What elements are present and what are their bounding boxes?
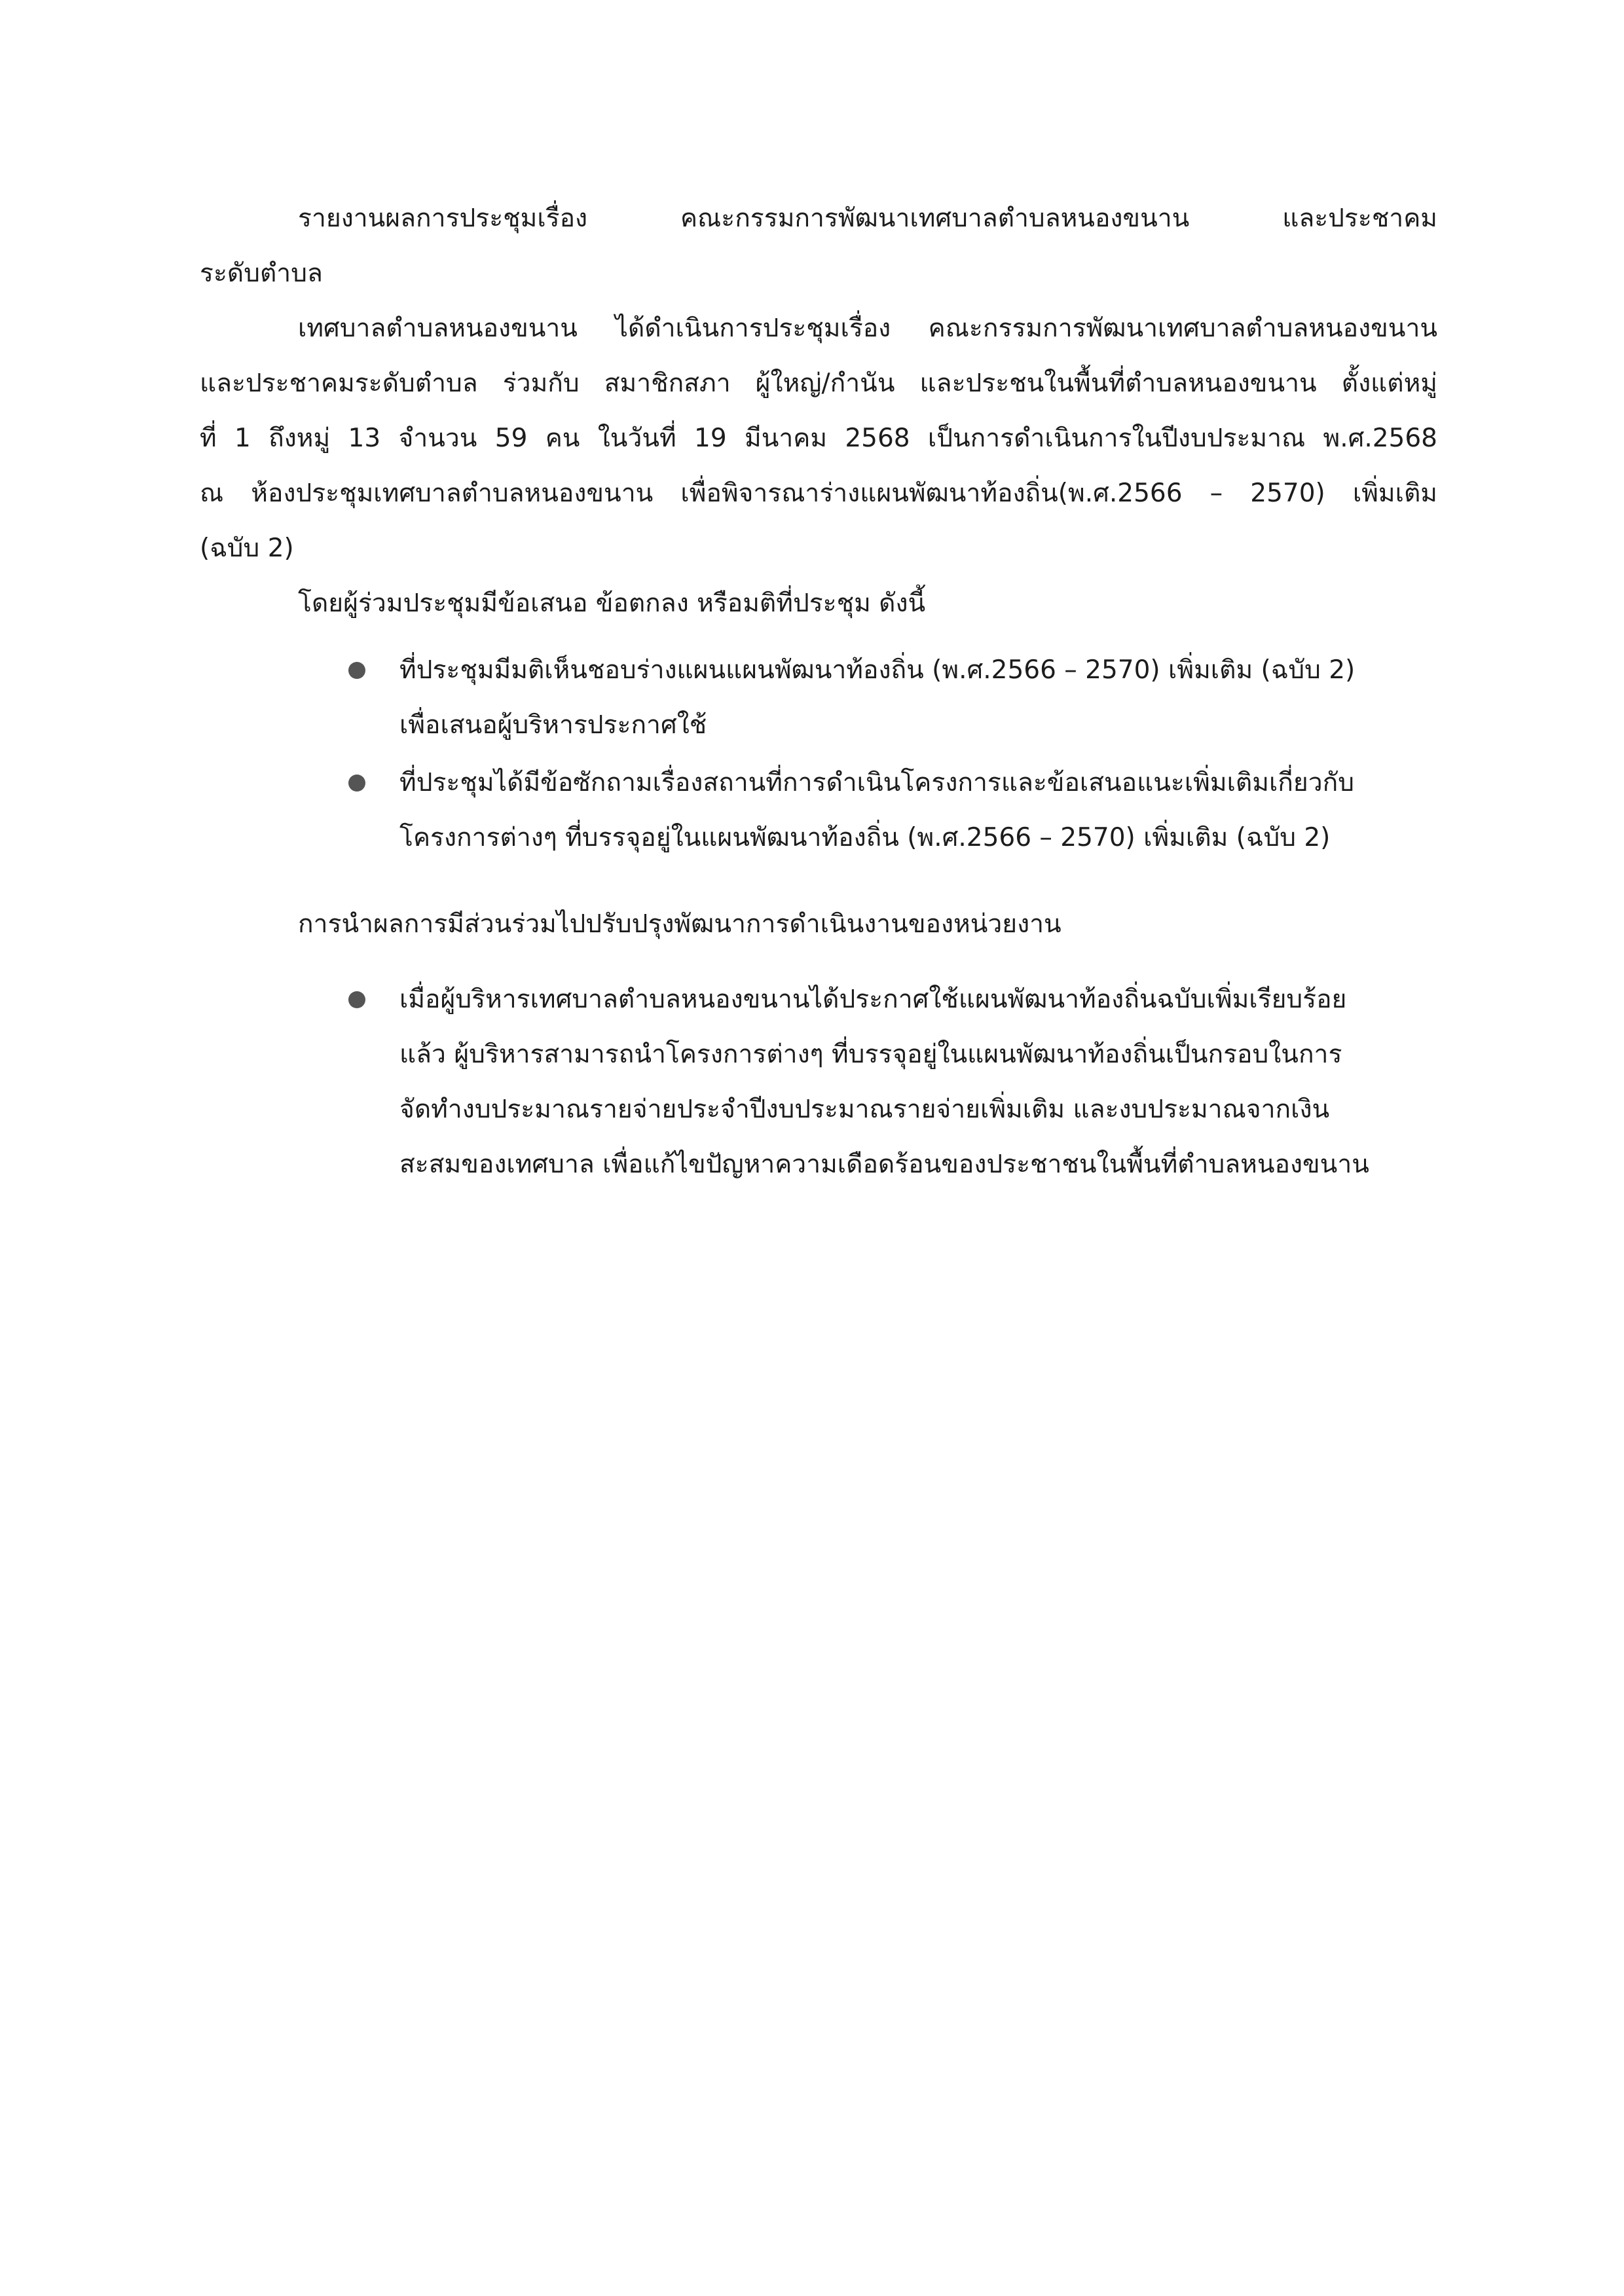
intro-line-3: ที่ 1 ถึงหมู่ 13 จำนวน 59 คน ในวันที่ 19 มีนาคม 2568 เป็นการดำเนินการในปีงบประมาณ พ.ศ.2568 <box>200 424 1437 453</box>
intro-line-5: (ฉบับ 2) <box>200 534 294 563</box>
application-line-4: สะสมของเทศบาล เพื่อแก้ไขปัญหาความเดือดร้อนของประชาชนในพื้นที่ตำบลหนองขนาน <box>399 1150 1369 1179</box>
resolution-2-line-2: โครงการต่างๆ ที่บรรจุอยู่ในแผนพัฒนาท้องถิ่น (พ.ศ.2566 – 2570) เพิ่มเติม (ฉบับ 2) <box>399 823 1331 852</box>
resolution-1-line-1: ที่ประชุมมีมติเห็นชอบร่างแผนแผนพัฒนาท้องถิ่น (พ.ศ.2566 – 2570) เพิ่มเติม (ฉบับ 2) <box>399 655 1356 685</box>
resolutions-intro: โดยผู้ร่วมประชุมมีข้อเสนอ ข้อตกลง หรือมติที่ประชุม ดังนี้ <box>298 589 926 618</box>
application-line-3: จัดทำงบประมาณรายจ่ายประจำปีงบประมาณรายจ่ายเพิ่มเติม และงบประมาณจากเงิน <box>399 1095 1330 1124</box>
application-line-1: เมื่อผู้บริหารเทศบาลตำบลหนองขนานได้ประกาศใช้แผนพัฒนาท้องถิ่นฉบับเพิ่มเรียบร้อย <box>399 985 1347 1014</box>
intro-line-1: เทศบาลตำบลหนองขนาน ได้ดำเนินการประชุมเรื่อง คณะกรรมการพัฒนาเทศบาลตำบลหนองขนาน <box>298 314 1437 343</box>
bullet-icon <box>348 662 365 679</box>
report-title-line-1: รายงานผลการประชุมเรื่อง คณะกรรมการพัฒนาเทศบาลตำบลหนองขนาน และประชาคม <box>298 204 1437 233</box>
application-heading: การนำผลการมีส่วนร่วมไปปรับปรุงพัฒนาการดำเนินงานของหน่วยงาน <box>298 909 1061 939</box>
intro-line-2: และประชาคมระดับตำบล ร่วมกับ สมาชิกสภา ผู้ใหญ่/กำนัน และประชนในพื้นที่ตำบลหนองขนาน ตั้งแต่หมู่ <box>200 369 1437 398</box>
bullet-icon <box>348 774 365 792</box>
application-line-2: แล้ว ผู้บริหารสามารถนำโครงการต่างๆ ที่บรรจุอยู่ในแผนพัฒนาท้องถิ่นเป็นกรอบในการ <box>399 1040 1342 1069</box>
report-title-line-2: ระดับตำบล <box>200 259 323 288</box>
bullet-icon <box>348 991 365 1008</box>
resolution-1-line-2: เพื่อเสนอผู้บริหารประกาศใช้ <box>399 710 707 740</box>
intro-line-4: ณ ห้องประชุมเทศบาลตำบลหนองขนาน เพื่อพิจารณาร่างแผนพัฒนาท้องถิ่น(พ.ศ.2566 – 2570) เพิ่มเติม <box>200 479 1437 508</box>
resolution-2-line-1: ที่ประชุมได้มีข้อซักถามเรื่องสถานที่การดำเนินโครงการและข้อเสนอแนะเพิ่มเติมเกี่ยวกับ <box>399 768 1355 797</box>
